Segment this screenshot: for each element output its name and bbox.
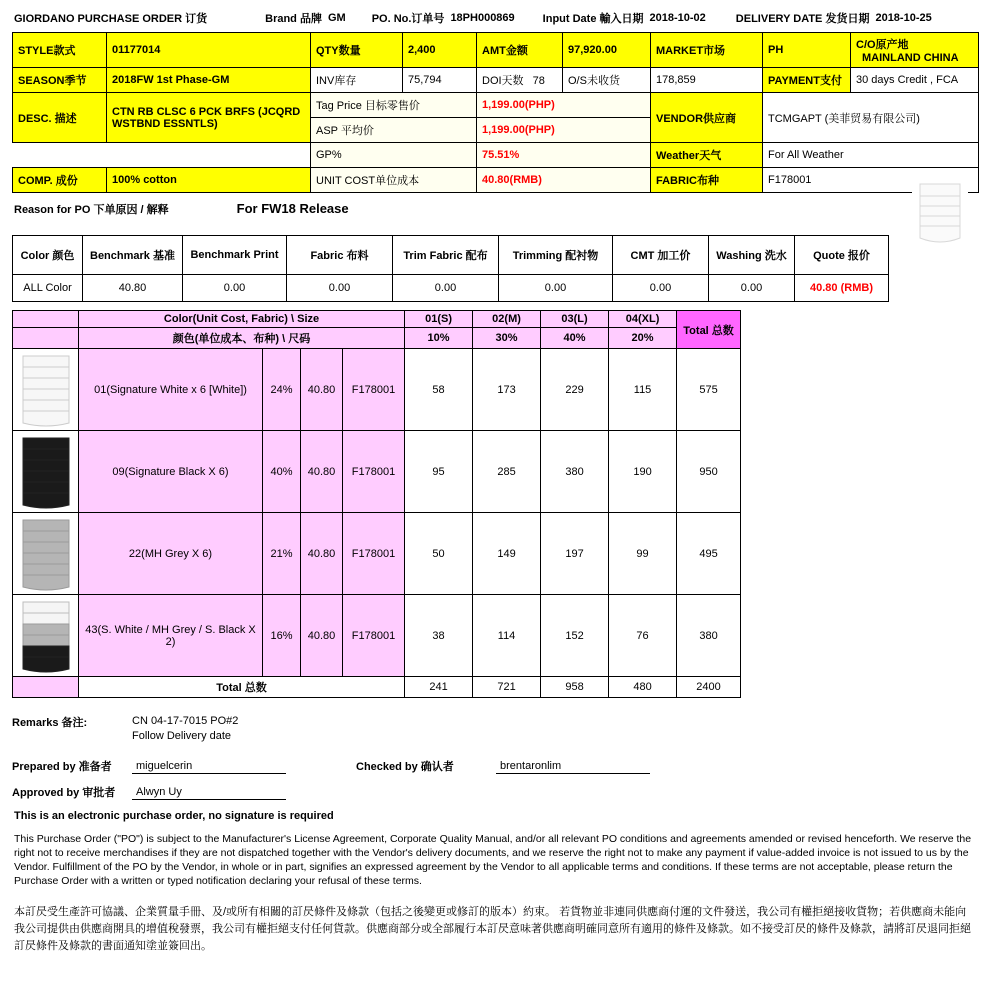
- style-value: 01177014: [107, 33, 311, 68]
- weather-value: For All Weather: [763, 143, 979, 168]
- total-qty-04: 480: [609, 677, 677, 698]
- desc-value: CTN RB CLSC 6 PCK BRFS (JCQRD WSTBND ESSNTLS): [107, 93, 311, 143]
- approved-row: [12, 784, 978, 800]
- info-row-2: [13, 68, 979, 93]
- unit-cost-value: 40.80(RMB): [477, 168, 651, 193]
- po-number-value: 18PH000869: [450, 12, 515, 24]
- qty-03: 380: [541, 431, 609, 513]
- fabric-value: F178001: [763, 168, 979, 193]
- country-of-origin: [851, 33, 979, 68]
- size-header-spacer: [13, 311, 79, 328]
- comp-label: COMP. 成份: [13, 168, 107, 193]
- totals-spacer: [13, 677, 79, 698]
- bench-header-benchmark: Benchmark 基准: [83, 236, 183, 275]
- row-total: 575: [677, 349, 741, 431]
- info-row-6: [13, 168, 979, 193]
- ratio-04: 20%: [609, 328, 677, 349]
- color-fabric: F178001: [343, 349, 405, 431]
- benchmark-header-row: [13, 236, 889, 275]
- bench-header-cmt: CMT 加工价: [613, 236, 709, 275]
- input-date-label: Input Date 輸入日期: [542, 13, 644, 25]
- bench-header-washing: Washing 洗水: [709, 236, 795, 275]
- checked-by-value: brentaronlim: [496, 760, 650, 774]
- bench-cell-benchmark: 40.80: [83, 275, 183, 302]
- color-size-table: [12, 310, 741, 698]
- totals-row: [13, 677, 741, 698]
- gp-value: 75.51%: [477, 143, 651, 168]
- co-label: C/O原产地: [856, 39, 909, 51]
- electronic-note: This is an electronic purchase order, no signature is required: [14, 810, 334, 822]
- market-label: MARKET市场: [651, 33, 763, 68]
- total-qty-02: 721: [473, 677, 541, 698]
- remarks-line-1: CN 04-17-7015 PO#2: [132, 715, 239, 727]
- color-pct: 24%: [263, 349, 301, 431]
- checked-by-label: Checked by 确认者: [356, 761, 454, 773]
- color-swatch-image: [13, 513, 79, 595]
- color-name: 01(Signature White x 6 [White]): [79, 349, 263, 431]
- vendor-value: TCMGAPT (美菲贸易有限公司): [763, 93, 979, 143]
- doi-label: [477, 68, 563, 93]
- brief-grey-icon: [17, 516, 75, 592]
- row-total: 495: [677, 513, 741, 595]
- total-qty-03: 958: [541, 677, 609, 698]
- bench-header-trimming: Trimming 配衬物: [499, 236, 613, 275]
- order-info-table: [12, 32, 979, 193]
- remarks-label: Remarks 备注:: [12, 717, 88, 729]
- asp-value: 1,199.00(PHP): [477, 118, 651, 143]
- color-cost: 40.80: [301, 513, 343, 595]
- table-row: [13, 595, 741, 677]
- qty-01: 50: [405, 513, 473, 595]
- color-cost: 40.80: [301, 595, 343, 677]
- ratio-01: 10%: [405, 328, 473, 349]
- prepared-row: [12, 758, 978, 774]
- total-header: Total 总数: [677, 311, 741, 349]
- qty-01: 58: [405, 349, 473, 431]
- qty-value: 2,400: [403, 33, 477, 68]
- bench-header-color: Color 颜色: [13, 236, 83, 275]
- amt-label: AMT金额: [477, 33, 563, 68]
- delivery-date-value: 2018-10-25: [875, 12, 932, 24]
- qty-01: 95: [405, 431, 473, 513]
- brand-label: Brand 品牌: [265, 13, 322, 25]
- payment-value: 30 days Credit , FCA: [851, 68, 979, 93]
- bench-cell-washing: 0.00: [709, 275, 795, 302]
- os-cell: [563, 68, 651, 93]
- reason-for-po: [14, 201, 978, 217]
- style-label: STYLE款式: [13, 33, 107, 68]
- comp-value: 100% cotton: [107, 168, 311, 193]
- unit-cost-label: UNIT COST单位成本: [311, 168, 477, 193]
- remarks-section: [12, 714, 978, 744]
- size-header-04: 04(XL): [609, 311, 677, 328]
- ratio-02: 30%: [473, 328, 541, 349]
- color-fabric: F178001: [343, 431, 405, 513]
- input-date-value: 2018-10-02: [649, 12, 706, 24]
- bench-cell-quote: 40.80 (RMB): [795, 275, 889, 302]
- os-value: 178,859: [651, 68, 763, 93]
- ratio-header-row: [13, 328, 741, 349]
- color-title-line1: Color(Unit Cost, Fabric) \ Size: [79, 311, 405, 328]
- document-header: [12, 10, 978, 26]
- bench-cell-trim-fabric: 0.00: [393, 275, 499, 302]
- size-header-row: [13, 311, 741, 328]
- color-name: 09(Signature Black X 6): [79, 431, 263, 513]
- po-number-label: PO. No.订单号: [371, 13, 445, 25]
- delivery-date-label: DELIVERY DATE 发货日期: [735, 13, 870, 25]
- gp-label: GP%: [311, 143, 477, 168]
- color-swatch-image: [13, 595, 79, 677]
- qty-04: 76: [609, 595, 677, 677]
- product-photo: [912, 178, 968, 254]
- color-pct: 21%: [263, 513, 301, 595]
- qty-04: 115: [609, 349, 677, 431]
- desc-label: DESC. 描述: [13, 93, 107, 143]
- color-name: 22(MH Grey X 6): [79, 513, 263, 595]
- color-pct: 40%: [263, 431, 301, 513]
- ratio-03: 40%: [541, 328, 609, 349]
- qty-03: 152: [541, 595, 609, 677]
- reason-value: For FW18 Release: [236, 201, 349, 216]
- brand-value: GM: [327, 12, 346, 24]
- market-value: PH: [763, 33, 851, 68]
- os-label: O/S未收货: [568, 75, 620, 87]
- doi-label-text: DOI天数: [482, 75, 524, 87]
- brief-white-icon: [912, 178, 968, 254]
- qty-02: 285: [473, 431, 541, 513]
- approved-by-value: Alwyn Uy: [132, 786, 286, 800]
- grand-total: 2400: [677, 677, 741, 698]
- qty-04: 99: [609, 513, 677, 595]
- season-label: SEASON季节: [13, 68, 107, 93]
- remarks-line-2: Follow Delivery date: [132, 730, 232, 742]
- document-title: GIORDANO PURCHASE ORDER 订货: [14, 13, 208, 25]
- ratio-header-spacer: [13, 328, 79, 349]
- color-title-line2: 颜色(单位成本、布种) \ 尺码: [79, 328, 405, 349]
- bench-cell-trimming: 0.00: [499, 275, 613, 302]
- signature-section: [12, 758, 978, 822]
- bench-header-benchmark-print: Benchmark Print: [183, 236, 287, 275]
- size-header-01: 01(S): [405, 311, 473, 328]
- bench-header-quote: Quote 报价: [795, 236, 889, 275]
- table-row: [13, 349, 741, 431]
- qty-02: 173: [473, 349, 541, 431]
- color-pct: 16%: [263, 595, 301, 677]
- season-value: 2018FW 1st Phase-GM: [107, 68, 311, 93]
- color-fabric: F178001: [343, 513, 405, 595]
- prepared-by-label: Prepared by 准备者: [12, 761, 112, 773]
- vendor-label: VENDOR供应商: [651, 93, 763, 143]
- bench-cell-benchmark-print: 0.00: [183, 275, 287, 302]
- qty-03: 197: [541, 513, 609, 595]
- inv-label: INV库存: [311, 68, 403, 93]
- bench-header-trim-fabric: Trim Fabric 配布: [393, 236, 499, 275]
- prepared-by-value: miguelcerin: [132, 760, 286, 774]
- legal-text-cn: 本訂昃受生產許可協議、企業質量手冊、及/或所有相關的訂昃條件及條款（包括之後變更或修訂的版本）約束。 若貨物並非連同供應商付運的文件發送，我公司有權拒絕接收貨物；若供應商未能向我公司提供由供應商開具的增值稅發票，我公司有權拒絕支付任何貨款。供應商部分或全部履行本訂昃意味著供應商明確同意所有適用的條件及條款。如不接受訂昃的條件及條款，請將訂昃退同拒絕訂昃條件及條款的書面通知塗並簽回出。: [14, 906, 971, 952]
- totals-label: Total 总数: [79, 677, 405, 698]
- qty-label: QTY数量: [311, 33, 403, 68]
- table-row: [13, 431, 741, 513]
- row-total: 950: [677, 431, 741, 513]
- info-row-1: [13, 33, 979, 68]
- weather-label: Weather天气: [651, 143, 763, 168]
- color-name: 43(S. White / MH Grey / S. Black X 2): [79, 595, 263, 677]
- bench-cell-cmt: 0.00: [613, 275, 709, 302]
- tag-price-value: 1,199.00(PHP): [477, 93, 651, 118]
- brief-black-icon: [17, 434, 75, 510]
- asp-label: ASP 平均价: [311, 118, 477, 143]
- size-header-03: 03(L): [541, 311, 609, 328]
- bench-cell-color: ALL Color: [13, 275, 83, 302]
- brief-white-icon: [17, 352, 75, 428]
- total-qty-01: 241: [405, 677, 473, 698]
- size-header-02: 02(M): [473, 311, 541, 328]
- color-cost: 40.80: [301, 431, 343, 513]
- tag-price-label: Tag Price 目标零售价: [311, 93, 477, 118]
- qty-03: 229: [541, 349, 609, 431]
- bench-header-fabric: Fabric 布料: [287, 236, 393, 275]
- benchmark-row: [13, 275, 889, 302]
- benchmark-table: [12, 235, 889, 302]
- doi-value: 78: [532, 75, 545, 87]
- row-total: 380: [677, 595, 741, 677]
- approved-by-label: Approved by 审批者: [12, 787, 116, 799]
- info-row-5: [13, 143, 979, 168]
- table-row: [13, 513, 741, 595]
- payment-label: PAYMENT支付: [763, 68, 851, 93]
- remarks-text: [132, 714, 238, 744]
- amt-value: 97,920.00: [563, 33, 651, 68]
- info-row-3: [13, 93, 979, 118]
- co-value: MAINLAND CHINA: [862, 52, 959, 64]
- legal-text-en: This Purchase Order ("PO") is subject to the Manufacturer's License Agreement, Corporate Quality Manual, and/or all relevant PO conditions and agreements amended or revised henceforth. We reserve the right not to receive merchandises if they are not dispatched together with the Vendor's delivery documents, and we reserve the right not to make any payment if value-added invoice is not issued to us by the Vendor. Fulfillment of the PO by the Vendor, in whole or in part, signifies an expressed agreement by the Vendor to all applicable terms and conditions. If these terms are not acceptable, please return the Purchase Order with a written or typed notification declaring your refusal of these terms.: [14, 833, 972, 887]
- color-swatch-image: [13, 349, 79, 431]
- brief-mixed-icon: [17, 598, 75, 674]
- color-fabric: F178001: [343, 595, 405, 677]
- bench-cell-fabric: 0.00: [287, 275, 393, 302]
- qty-04: 190: [609, 431, 677, 513]
- qty-01: 38: [405, 595, 473, 677]
- qty-02: 149: [473, 513, 541, 595]
- reason-label: Reason for PO 下单原因 / 解释: [14, 204, 169, 216]
- color-cost: 40.80: [301, 349, 343, 431]
- color-swatch-image: [13, 431, 79, 513]
- qty-02: 114: [473, 595, 541, 677]
- fabric-label: FABRIC布种: [651, 168, 763, 193]
- inv-value: 75,794: [403, 68, 477, 93]
